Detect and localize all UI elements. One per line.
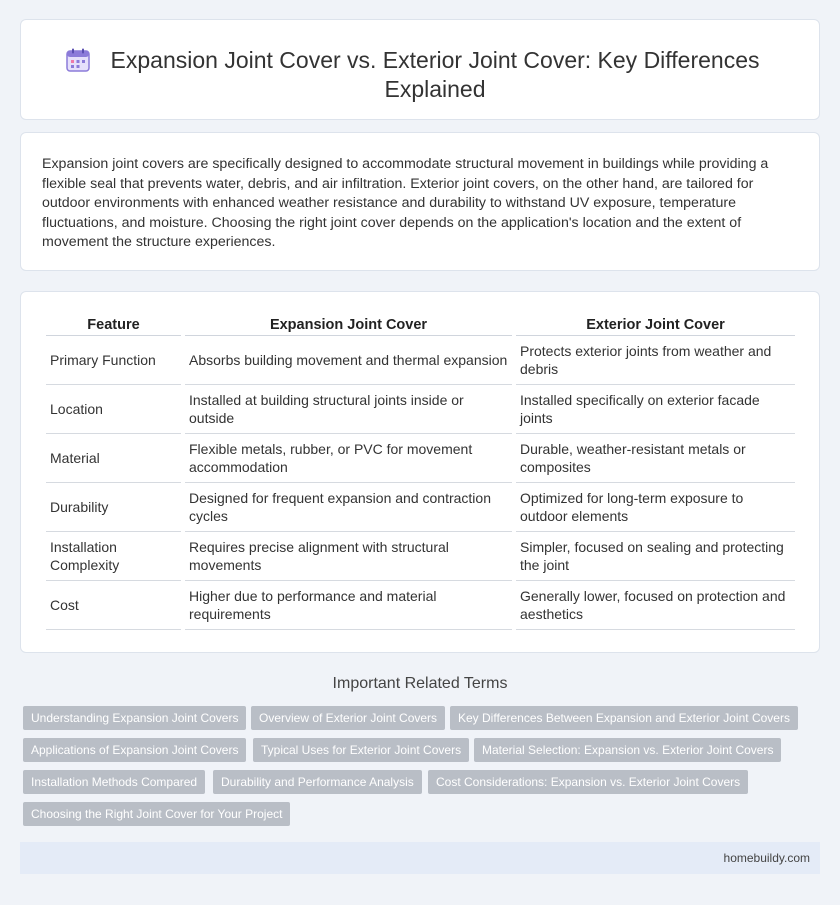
cell-feature: Location [46,385,181,434]
cell-feature: Installation Complexity [46,532,181,581]
table-row [46,336,795,385]
related-term-tag[interactable]: Material Selection: Expansion vs. Exterior Joint Covers [474,738,781,762]
footer-site[interactable]: homebuildy.com [723,851,810,865]
cell-expansion: Higher due to performance and material requirements [185,581,512,630]
cell-exterior: Installed specifically on exterior facade joints [516,385,795,434]
table-row [46,483,795,532]
cell-exterior: Protects exterior joints from weather and debris [516,336,795,385]
related-term-tag[interactable]: Durability and Performance Analysis [213,770,422,794]
related-term-tag[interactable]: Choosing the Right Joint Cover for Your Project [23,802,290,826]
table-row [46,434,795,483]
related-term-tag[interactable]: Key Differences Between Expansion and Exterior Joint Covers [450,706,798,730]
cell-exterior: Generally lower, focused on protection and aesthetics [516,581,795,630]
cell-exterior: Optimized for long-term exposure to outdoor elements [516,483,795,532]
cell-expansion: Requires precise alignment with structural movements [185,532,512,581]
table-header-row [46,314,795,336]
comparison-table [42,314,799,630]
cell-feature: Cost [46,581,181,630]
related-term-tag[interactable]: Applications of Expansion Joint Covers [23,738,246,762]
cell-feature: Material [46,434,181,483]
header-exterior: Exterior Joint Cover [516,314,795,336]
table-row [46,385,795,434]
cell-exterior: Simpler, focused on sealing and protecting the joint [516,532,795,581]
cell-expansion: Absorbs building movement and thermal expansion [185,336,512,385]
cell-exterior: Durable, weather-resistant metals or composites [516,434,795,483]
page-title: Expansion Joint Cover vs. Exterior Joint Cover: Key Differences Explained [110,47,760,102]
intro-card [20,132,820,271]
cell-expansion: Designed for frequent expansion and contraction cycles [185,483,512,532]
header-expansion: Expansion Joint Cover [185,314,512,336]
comparison-table-card [20,291,820,653]
header-feature: Feature [46,314,181,336]
header-card [20,19,820,120]
intro-paragraph: Expansion joint covers are specifically designed to accommodate structural movement in buildings while providing a flexible seal that prevents water, debris, and air infiltration. Exterior joint covers, on the other hand, are tailored for outdoor environments with enhanced weather resistance and durability to withstand UV exposure, temperature fluctuations, and moisture. Choosing the right joint cover depends on the application's location and the extent of movement the structure experiences. [42,156,769,251]
related-term-tag[interactable]: Understanding Expansion Joint Covers [23,706,246,730]
related-term-tag[interactable]: Installation Methods Compared [23,770,205,794]
related-terms-title: Important Related Terms [332,675,508,692]
table-row [46,532,795,581]
footer [20,842,820,874]
table-row [46,581,795,630]
cell-expansion: Installed at building structural joints inside or outside [185,385,512,434]
cell-expansion: Flexible metals, rubber, or PVC for movement accommodation [185,434,512,483]
related-term-tag[interactable]: Cost Considerations: Expansion vs. Exterior Joint Covers [428,770,748,794]
cell-feature: Primary Function [46,336,181,385]
cell-feature: Durability [46,483,181,532]
related-term-tag[interactable]: Overview of Exterior Joint Covers [251,706,445,730]
related-term-tag[interactable]: Typical Uses for Exterior Joint Covers [253,738,469,762]
